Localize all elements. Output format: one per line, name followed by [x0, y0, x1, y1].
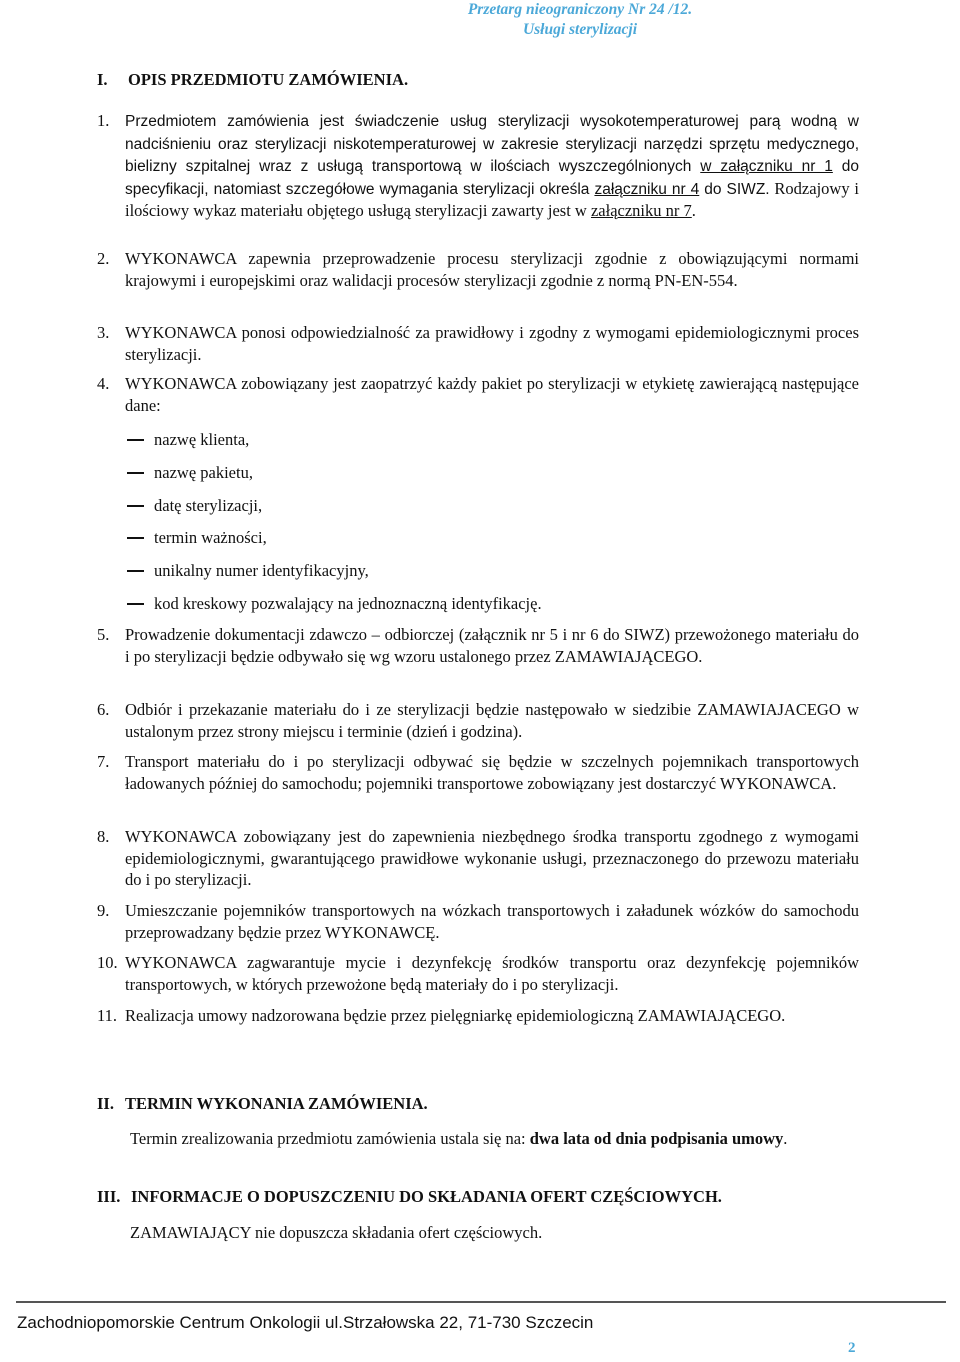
section-number: III.	[97, 1187, 121, 1206]
list-item	[97, 751, 859, 794]
attachment-reference: w załączniku nr 1	[700, 158, 833, 175]
item-number: 3.	[97, 323, 110, 342]
item-text: Realizacja umowy nadzorowana będzie przez pielęgniarkę epidemiologiczną ZAMAWIAJĄCEGO.	[125, 1006, 786, 1025]
bullet-item: unikalny numer identyfikacyjny,	[127, 560, 369, 582]
bullet-item: datę sterylizacji,	[127, 495, 262, 517]
section-3-heading	[97, 1187, 722, 1207]
item-number: 6.	[97, 700, 110, 719]
start-condition: od dnia podpisania umowy	[589, 1129, 784, 1148]
list-item	[97, 699, 859, 742]
item-number: 9.	[97, 901, 110, 920]
dash-icon	[127, 537, 144, 539]
item-text: WYKONAWCA zagwarantuje mycie i dezynfekcję środków transportu oraz dezynfekcję pojemników transportowych, w których przewożone będą materiały do i po sterylizacji.	[125, 953, 859, 994]
list-item	[97, 110, 859, 222]
section-number: I.	[97, 70, 108, 89]
item-number: 8.	[97, 827, 110, 846]
section-number: II.	[97, 1094, 114, 1113]
dash-icon	[127, 472, 144, 474]
list-item	[97, 322, 859, 365]
item-text: WYKONAWCA zobowiązany jest zaopatrzyć każdy pakiet po sterylizacji w etykietę zawierającą następujące dane:	[125, 374, 859, 415]
item-text: Umieszczanie pojemników transportowych na wózkach transportowych i załadunek wózków do samochodu przeprowadzany będzie przez WYKONAWCĘ.	[125, 901, 859, 942]
bullet-item: nazwę pakietu,	[127, 462, 253, 484]
list-item	[97, 826, 859, 891]
section-1-heading	[97, 70, 408, 90]
item-text: Przedmiotem zamówienia jest świadczenie usług sterylizacji wysokotemperaturowej parą wodną w nadciśnieniu oraz sterylizacji niskotemperaturowej w zakresie sterylizacji narzędzi sprzętu medycznego, bielizny szpitalnej wraz z usługą transportową w ilościach wyszczególnionych w załączniku nr 1 do specyfikacji, natomiast szczegółowe wymagania sterylizacji określa załączniku nr 4 do SIWZ. Rodzajowy i ilościowy wykaz materiału objętego usługą sterylizacji zawarty jest w załączniku nr 7.	[125, 113, 859, 220]
section-title: INFORMACJE O DOPUSZCZENIU DO SKŁADANIA OFERT CZĘŚCIOWYCH.	[131, 1187, 722, 1206]
list-item	[97, 248, 859, 291]
item-number: 2.	[97, 249, 110, 268]
item-number: 1.	[97, 111, 110, 130]
item-number: 5.	[97, 625, 110, 644]
section-title: TERMIN WYKONANIA ZAMÓWIENIA.	[125, 1094, 428, 1113]
tender-number: Przetarg nieograniczony Nr 24 /12.	[467, 1, 693, 18]
item-number: 11.	[97, 1006, 118, 1025]
footer-divider	[16, 1301, 946, 1303]
list-item	[97, 373, 859, 416]
partial-offers-paragraph: ZAMAWIAJĄCY nie dopuszcza składania ofert częściowych.	[130, 1223, 543, 1242]
item-number: 7.	[97, 752, 110, 771]
section-title: OPIS PRZEDMIOTU ZAMÓWIENIA.	[128, 70, 409, 89]
attachment-reference: załączniku nr 4	[594, 180, 700, 198]
bullet-item: termin ważności,	[127, 527, 267, 549]
running-header	[300, 0, 860, 40]
bullet-item: nazwę klienta,	[127, 429, 249, 451]
term-paragraph: Termin zrealizowania przedmiotu zamówienia ustala się na: dwa lata od dnia podpisania umowy.	[130, 1129, 788, 1148]
item-text: Transport materiału do i po sterylizacji odbywać się będzie w szczelnych pojemnikach transportowych ładowanych później do samochodu; pojemniki transportowe zobowiązany jest dostarczyć WYKONAWCA.	[125, 752, 859, 793]
item-number: 4.	[97, 374, 110, 393]
footer-address: Zachodniopomorskie Centrum Onkologii ul.Strzałowska 22, 71-730 Szczecin	[17, 1313, 594, 1332]
item-text: Odbiór i przekazanie materiału do i ze sterylizacji będzie następowało w siedzibie ZAMAWIAJACEGO w ustalonym przez strony miejscu i terminie (dzień i godzina).	[125, 700, 859, 741]
item-text: WYKONAWCA zapewnia przeprowadzenie procesu sterylizacji zgodnie z obowiązującymi normami krajowymi i europejskimi oraz walidacji procesów sterylizacji zgodnie z normą PN-EN-554.	[125, 249, 859, 290]
bullet-item: kod kreskowy pozwalający na jednoznaczną identyfikację.	[127, 593, 542, 615]
item-text: WYKONAWCA ponosi odpowiedzialność za prawidłowy i zgodny z wymogami epidemiologicznymi proces sterylizacji.	[125, 323, 859, 364]
item-text: Prowadzenie dokumentacji zdawczo – odbiorczej (załącznik nr 5 i nr 6 do SIWZ) przewożonego materiału do i po sterylizacji będzie odbywało się wg wzoru ustalonego przez ZAMAWIAJĄCEGO.	[125, 625, 859, 666]
item-text: WYKONAWCA zobowiązany jest do zapewnienia niezbędnego środka transportu zgodnego z wymogami epidemiologicznymi, gwarantującego prawidłowe wykonanie usługi, przeznaczonego do przewozu materiału do i po sterylizacji.	[125, 827, 859, 889]
dash-icon	[127, 570, 144, 572]
item-number: 10.	[97, 953, 118, 972]
list-item	[97, 624, 859, 667]
list-item	[97, 900, 859, 943]
list-item	[97, 1005, 859, 1027]
attachment-reference: załączniku nr 7	[590, 201, 692, 220]
list-item	[97, 952, 859, 995]
dash-icon	[127, 603, 144, 605]
dash-icon	[127, 505, 144, 507]
section-2-heading	[97, 1094, 428, 1114]
page-number: 2	[848, 1340, 856, 1356]
duration-value: dwa lata	[529, 1129, 590, 1148]
tender-subject: Usługi sterylizacji	[522, 21, 638, 38]
dash-icon	[127, 439, 144, 441]
